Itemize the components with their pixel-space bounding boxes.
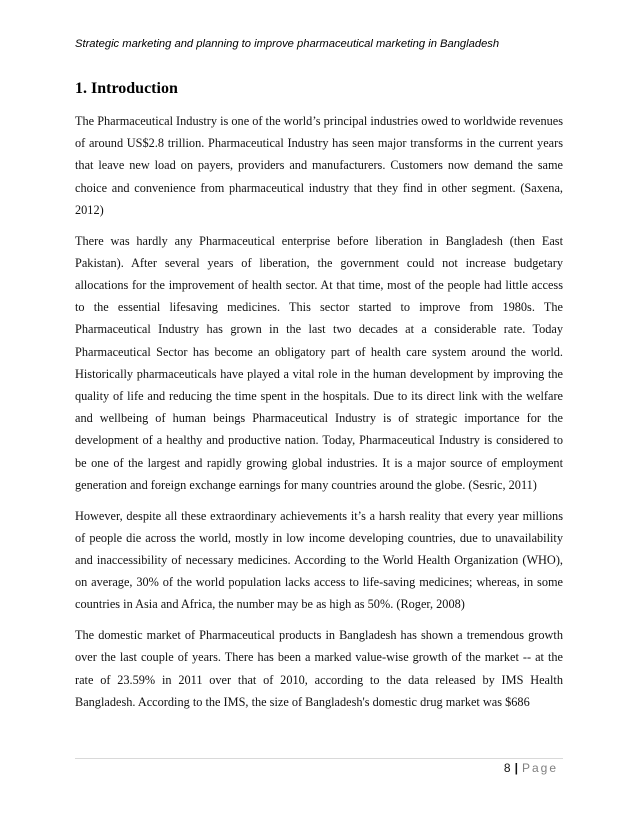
page-number: 8 [503,761,511,775]
page-footer [504,761,558,775]
paragraph-4: The domestic market of Pharmaceutical products in Bangladesh has shown a tremendous growth over the last couple of years. There has been a marked value-wise growth of the market -- at the rate of 23.59% in 2011 over that of 2010, according to the data released by IMS Health Bangladesh. According to the IMS, the size of Bangladesh's domestic drug market was $686 [75,628,563,709]
paragraph-2: There was hardly any Pharmaceutical enterprise before liberation in Bangladesh (then East Pakistan). After several years of liberation, the government could not increase budgetary allocations for the improvement of health sector. At that time, most of the people had little access to the essential lifesaving medicines. This sector started to improve from 1980s. The Pharmaceutical Industry has grown in the last two decades at a considerable rate. Today Pharmaceutical Sector has become an obligatory part of health care system around the world. Historically pharmaceuticals have played a vital role in the human development by improving the quality of life and reducing the time spent in the hospitals. Due to its direct link with the welfare and wellbeing of human beings Pharmaceutical Industry is of strategic importance for the development of a healthy and productive nation. Today, Pharmaceutical Industry is considered to be one of the largest and rapidly growing global industries. It is a major source of employment generation and foreign exchange earnings for many countries around the globe. (Sesric, 2011) [75,233,563,492]
page-number-separator: | [514,761,518,775]
running-header: Strategic marketing and planning to improve pharmaceutical marketing in Bangladesh [75,38,500,50]
page-label: Page [521,761,558,775]
body-text [75,110,563,722]
paragraph-1: The Pharmaceutical Industry is one of the world’s principal industries owed to worldwide revenues of around US$2.8 trillion. Pharmaceutical Industry has seen major transforms in the current years that leave new load on payers, providers and manufacturers. Customers now demand the same choice and convenience from pharmaceutical industry that they find in other segment. (Saxena, 2012) [75,114,563,217]
footer-divider [75,758,563,759]
section-heading: 1. Introduction [75,80,178,97]
paragraph-3: However, despite all these extraordinary achievements it’s a harsh reality that every year millions of people die across the world, mostly in low income developing countries, due to unavailability and inaccessibility of necessary medicines. According to the World Health Organization (WHO), on average, 30% of the world population lacks access to life-saving medicines; whereas, in some countries in Asia and Africa, the number may be as high as 50%. (Roger, 2008) [75,508,563,612]
